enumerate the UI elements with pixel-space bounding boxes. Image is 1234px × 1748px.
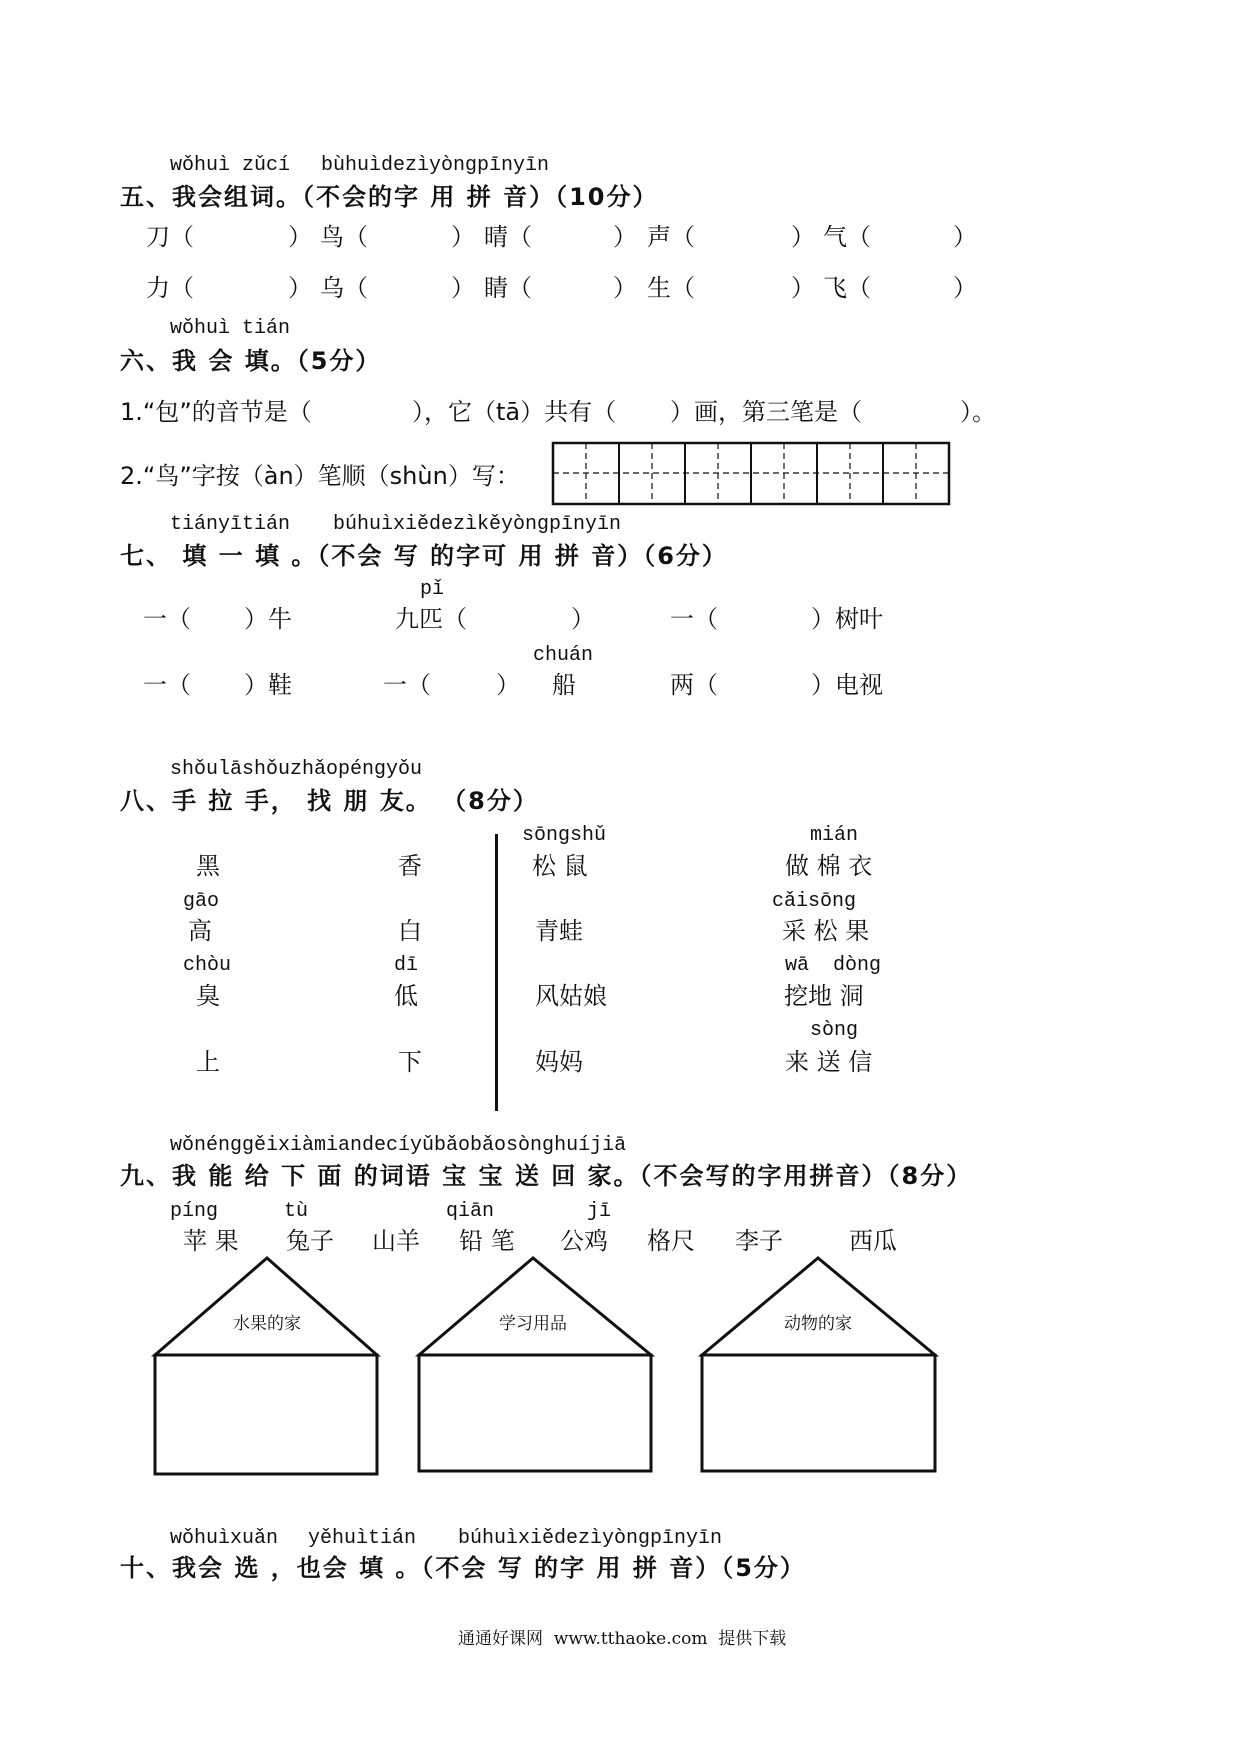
s7-row2-part: 一（ [383,671,431,699]
s8-left-pinyin: dī [394,954,419,977]
writing-grid [552,442,950,505]
s7-row1-part: 九匹（ [395,605,467,633]
s5-row1-item-close: ） [288,223,312,251]
s6-q1-part: ）画，第三笔是（ [670,398,862,426]
s5-row1-item-close: ） [451,223,475,251]
s7-row2-part: ）电视 [811,671,883,699]
s5-row1-item-close: ） [791,223,815,251]
s9-word: 山羊 [372,1227,420,1255]
s7-title: 七、 填 一 填 。（不会 写 的字可 用 拼 音）（6分） [120,542,728,570]
s5-row2-item-open: 睛（ [484,274,532,302]
page-footer: 通通好课网 www.tthaoke.com 提供下载 [458,1629,787,1649]
s5-row2-item-close: ） [451,274,475,302]
s8-pinyin: shǒulāshǒuzhǎopéngyǒu [170,758,423,781]
s9-word-pinyin: tù [284,1200,309,1223]
s8-left-word: 黑 [196,852,220,880]
s8-right-word: 妈妈 [535,1048,583,1076]
s9-word: 铅 笔 [459,1227,515,1255]
s8-right-pinyin: sòng [810,1019,859,1042]
s9-word: 格尺 [647,1227,695,1255]
s6-q1-part: 1.“包”的音节是（ [120,398,312,426]
house-fruit [155,1258,377,1474]
s7-pinyin-b: búhuìxiědezìkěyòngpīnyīn [333,513,622,536]
s9-word-pinyin: jī [587,1200,612,1223]
house-animal [702,1258,935,1471]
s8-right-word: 做 棉 衣 [785,852,873,880]
s8-left-word: 上 [196,1048,220,1076]
s7-pinyin-a: tiányītián [170,513,291,536]
s7-pinyin-pi: pǐ [420,578,445,601]
s8-left-word: 臭 [196,982,220,1010]
s8-left-word: 白 [398,917,422,945]
house-label-stationery: 学习用品 [499,1314,567,1334]
s9-pinyin: wǒnénggěixiàmiandecíyǔbǎobǎosònghuíjiā [170,1134,627,1157]
s7-row1-part: ）牛 [244,605,292,633]
s6-title: 六、我 会 填。（5分） [120,347,382,375]
s8-right-word: 青蛙 [535,917,583,945]
s8-left-pinyin: gāo [183,890,220,913]
s5-row2-item-close: ） [953,274,977,302]
s8-left-word: 下 [398,1048,422,1076]
s5-row1-item-close: ） [953,223,977,251]
s8-right-word: 风姑娘 [535,982,607,1010]
s5-pinyin-b: bùhuìdezìyòngpīnyīn [321,154,550,177]
s8-right-pinyin: wā dòng [785,954,882,977]
s7-row1-part: 一（ [143,605,191,633]
s5-row1-item-open: 刀（ [146,223,194,251]
s10-title: 十、我会 选 ，也会 填 。（不会 写 的字 用 拼 音）（5分） [120,1554,806,1582]
s8-right-word: 松 鼠 [532,852,588,880]
house-label-animal: 动物的家 [784,1314,852,1334]
s7-row2-part: ）鞋 [244,671,292,699]
s5-row1-item-open: 晴（ [484,223,532,251]
s10-pinyin-b: yěhuìtián [308,1527,417,1550]
s8-title: 八、手 拉 手， 找 朋 友。 （8分） [120,787,539,815]
s7-pinyin-chuan: chuán [533,644,594,667]
s5-pinyin-a: wǒhuì zǔcí [170,154,291,177]
s5-row1-item-open: 声（ [647,223,695,251]
s5-title: 五、我会组词。（不会的字 用 拼 音）（10分） [120,183,659,211]
s8-left-word: 香 [398,852,422,880]
s6-pinyin: wǒhuì tián [170,317,291,340]
s5-row2-item-open: 力（ [146,274,194,302]
s9-word: 苹 果 [183,1227,239,1255]
s10-pinyin-c: búhuìxiědezìyòngpīnyīn [458,1527,723,1550]
s9-word: 李子 [735,1227,783,1255]
house-stationery [419,1258,651,1471]
house-label-fruit: 水果的家 [233,1314,301,1334]
s7-row1-part: 一（ [670,605,718,633]
s9-word-pinyin: píng [170,1200,219,1223]
divider-line [495,834,498,1111]
s5-row2-item-close: ） [288,274,312,302]
s8-right-pinyin: sōngshǔ [522,824,607,847]
s5-row1-item-open: 鸟（ [320,223,368,251]
s8-left-word: 低 [394,982,418,1010]
s10-pinyin-a: wǒhuìxuǎn [170,1527,279,1550]
s6-q1-part: ），它（tā）共有（ [412,398,617,426]
s8-left-word: 高 [188,917,212,945]
s7-row2-part: ） [496,671,520,699]
s6-q1-part: ）。 [960,398,996,426]
s7-row2-part: 船 [552,671,576,699]
s9-word-pinyin: qiān [446,1200,495,1223]
s7-row2-part: 两（ [670,671,718,699]
s8-right-word: 挖地 洞 [784,982,864,1010]
s5-row2-item-open: 生（ [647,274,695,302]
s7-row2-part: 一（ [143,671,191,699]
houses-drawing [140,1250,960,1480]
s5-row2-item-open: 飞（ [823,274,871,302]
s5-row1-item-close: ） [613,223,637,251]
s9-title: 九、我 能 给 下 面 的词语 宝 宝 送 回 家。（不会写的字用拼音）（8分） [120,1162,973,1190]
s9-word: 兔子 [286,1227,334,1255]
s7-row1-part: ） [571,605,595,633]
s8-right-word: 来 送 信 [785,1048,873,1076]
s5-row1-item-open: 气（ [823,223,871,251]
s8-right-pinyin: cǎisōng [772,890,857,913]
s7-row1-part: ）树叶 [811,605,883,633]
s5-row2-item-open: 乌（ [320,274,368,302]
s6-q2-text: 2.“鸟”字按（àn）笔顺（shùn）写： [120,462,520,490]
s8-left-pinyin: chòu [183,954,232,977]
s8-right-pinyin: mián [810,824,859,847]
s9-word: 公鸡 [560,1227,608,1255]
s5-row2-item-close: ） [613,274,637,302]
s5-row2-item-close: ） [791,274,815,302]
s9-word: 西瓜 [849,1227,897,1255]
s8-right-word: 采 松 果 [782,917,870,945]
